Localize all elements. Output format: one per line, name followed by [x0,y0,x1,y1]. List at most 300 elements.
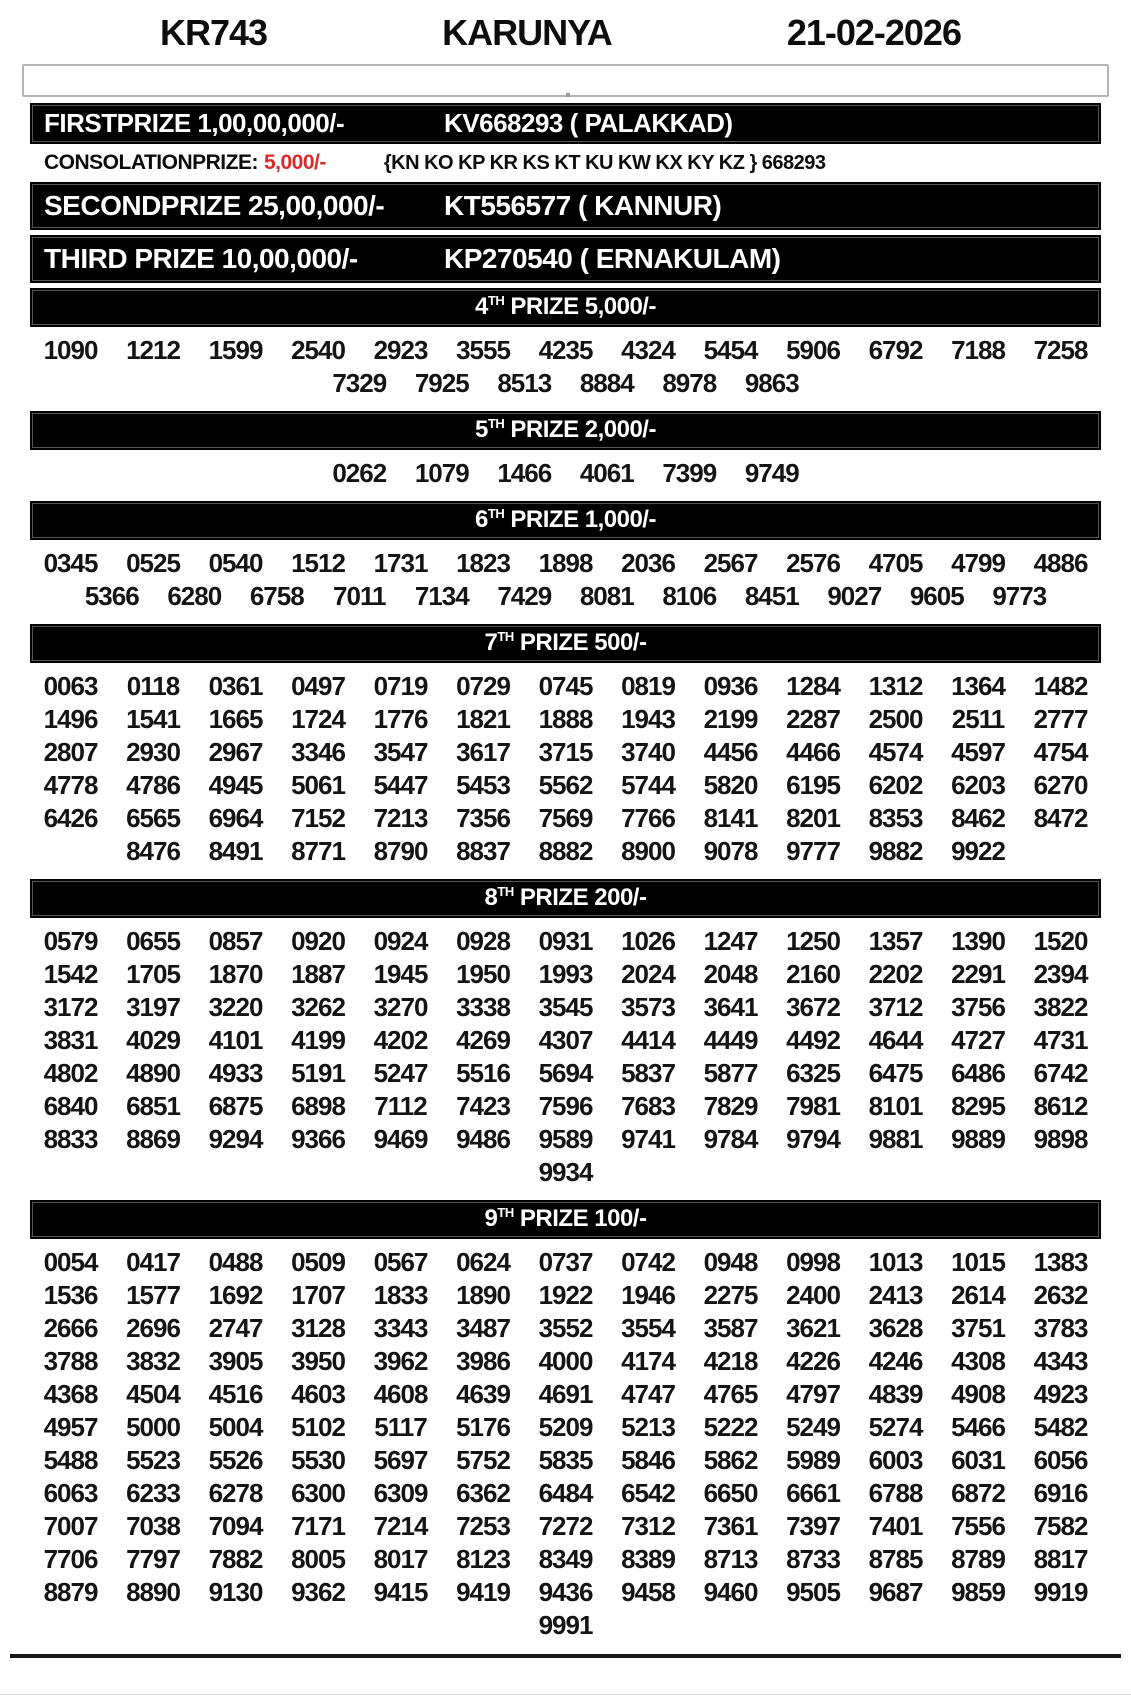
prize-number: 1250 [786,926,840,956]
prize-number: 9741 [621,1124,675,1154]
prize-number: 7797 [126,1544,180,1574]
prize-number: 0624 [456,1247,510,1277]
prize-number: 8389 [621,1544,675,1574]
prize-number: 4516 [208,1379,263,1409]
prize-number: 3628 [868,1313,923,1343]
prize-number: 7134 [414,581,469,611]
prize-number: 8451 [744,581,799,611]
prize-number: 9922 [951,836,1005,866]
prize-number: 8513 [497,368,552,398]
prize-number: 7213 [373,803,428,833]
prize-number: 4705 [868,548,923,578]
prize-number: 4492 [786,1025,840,1055]
prize-number: 5516 [456,1058,510,1088]
prize-number: 5694 [538,1058,593,1088]
prize-number: 8295 [951,1091,1005,1121]
prize-number: 7214 [373,1511,428,1541]
prize-number: 5247 [373,1058,428,1088]
prize-number: 2807 [43,737,98,767]
prize-number: 4923 [1033,1379,1088,1409]
prize-number: 9458 [621,1577,675,1607]
number-row [28,1024,1103,1057]
prize-number: 1833 [373,1280,428,1310]
prize-number: 7925 [414,368,469,398]
prize-number: 0819 [621,671,675,701]
prize-number: 1542 [43,959,98,989]
prize-number: 4890 [126,1058,180,1088]
prize-number: 9889 [951,1124,1005,1154]
number-row [28,925,1103,958]
consolation-series: {KN KO KP KR KS KT KU KW KX KY KZ } 668293 [383,152,826,174]
prize-number: 1496 [43,704,98,734]
prize-number: 5249 [786,1412,840,1442]
prize-number: 4343 [1033,1346,1088,1376]
number-row [28,580,1103,613]
prize-number: 8476 [126,836,180,866]
prize-number: 3587 [703,1313,758,1343]
prize-number: 8349 [538,1544,593,1574]
prize-number: 4324 [621,335,675,365]
prize-number: 2576 [786,548,840,578]
prize-number: 2400 [786,1280,840,1310]
prize-number: 8017 [373,1544,428,1574]
third-prize-label: THIRD PRIZE 10,00,000/- [44,243,358,274]
prize-number: 4957 [43,1412,98,1442]
prize-number: 9605 [909,581,964,611]
prize-number: 4691 [538,1379,593,1409]
prize-number: 4765 [703,1379,758,1409]
number-row [28,703,1103,736]
number-row [28,457,1103,490]
prize-number: 4226 [786,1346,840,1376]
prize-number: 7981 [786,1091,840,1121]
prize-number: 0497 [291,671,345,701]
prize-number: 5752 [456,1445,510,1475]
prize-number: 7683 [621,1091,675,1121]
prize-number: 3346 [291,737,345,767]
number-row [28,1156,1103,1189]
prize-number: 4802 [43,1058,98,1088]
prize-number: 8900 [621,836,675,866]
third-prize-winner: KP270540 ( ERNAKULAM) [444,243,781,274]
prize-number: 7399 [662,458,717,488]
prize-number: 8462 [951,803,1005,833]
prize-number: 1541 [126,704,180,734]
prize-number: 6851 [126,1091,180,1121]
prize-number: 8081 [579,581,634,611]
prize-number: 4269 [456,1025,510,1055]
prize-number: 5877 [703,1058,758,1088]
consolation-label: CONSOLATIONPRIZE: [44,151,258,174]
prize-number: 4933 [208,1058,263,1088]
prize-number: 1922 [538,1280,593,1310]
prize-number: 7556 [951,1511,1005,1541]
tier-numbers-6th-prize [0,545,1131,619]
prize-number: 6661 [786,1478,840,1508]
prize-number: 6233 [126,1478,180,1508]
prize-number: 7152 [291,803,345,833]
prize-number: 3573 [621,992,675,1022]
prize-number: 8106 [662,581,717,611]
prize-number: 4202 [373,1025,428,1055]
prize-number: 5820 [703,770,758,800]
prize-number: 1946 [621,1280,675,1310]
prize-number: 4368 [43,1379,98,1409]
tier-numbers-5th-prize [0,455,1131,496]
number-row [28,1411,1103,1444]
prize-number: 2923 [373,335,428,365]
number-row [28,835,1103,868]
prize-number: 4246 [868,1346,923,1376]
prize-number: 6202 [868,770,923,800]
prize-number: 7429 [497,581,552,611]
prize-number: 5222 [703,1412,758,1442]
number-row [28,670,1103,703]
number-row [28,769,1103,802]
prize-number: 7361 [703,1511,758,1541]
prize-number: 4235 [538,335,593,365]
prize-number: 2747 [208,1313,263,1343]
prize-number: 6964 [208,803,263,833]
prize-number: 4000 [538,1346,593,1376]
tier-header-4th-prize: 4TH PRIZE 5,000/- [30,288,1101,327]
number-row [28,1576,1103,1609]
prize-number: 2413 [868,1280,923,1310]
prize-number: 9130 [208,1577,263,1607]
prize-number: 5846 [621,1445,675,1475]
prize-number: 5488 [43,1445,98,1475]
prize-number: 3832 [126,1346,180,1376]
prize-number: 4839 [868,1379,923,1409]
prize-number: 8005 [291,1544,345,1574]
prize-number: 0509 [291,1247,345,1277]
prize-number: 5102 [291,1412,345,1442]
prize-number: 4754 [1033,737,1088,767]
prize-number: 9777 [786,836,840,866]
prize-number: 5526 [208,1445,263,1475]
prize-number: 6003 [868,1445,923,1475]
prize-number: 5453 [456,770,510,800]
prize-number: 0719 [373,671,428,701]
prize-number: 6872 [951,1478,1005,1508]
prize-number: 1520 [1033,926,1088,956]
prize-number: 7112 [374,1091,427,1121]
prize-number: 7423 [456,1091,510,1121]
prize-number: 1536 [43,1280,98,1310]
number-row [28,1312,1103,1345]
prize-number: 9794 [786,1124,840,1154]
prize-number: 9078 [703,836,758,866]
prize-number: 6280 [167,581,222,611]
number-row [28,958,1103,991]
prize-number: 1026 [621,926,675,956]
prize-number: 1705 [126,959,180,989]
prize-number: 6325 [786,1058,840,1088]
third-prize-bar [30,235,1101,283]
prize-number: 0579 [43,926,98,956]
prize-number: 3831 [43,1025,98,1055]
prize-number: 7094 [208,1511,263,1541]
prize-number: 9882 [868,836,923,866]
prize-number: 2275 [703,1280,758,1310]
prize-number: 5213 [621,1412,675,1442]
prize-number: 9898 [1033,1124,1088,1154]
prize-number: 3740 [621,737,675,767]
prize-number: 1890 [456,1280,510,1310]
prize-number: 7401 [868,1511,923,1541]
prize-number: 0737 [538,1247,593,1277]
prize-number: 3220 [208,992,263,1022]
prize-number: 0931 [538,926,593,956]
prize-number: 2930 [126,737,180,767]
prize-number: 7188 [951,335,1005,365]
prize-number: 6788 [868,1478,923,1508]
prize-number: 5835 [538,1445,593,1475]
prize-number: 1821 [456,704,510,734]
prize-number: 5176 [456,1412,510,1442]
prize-number: 4449 [703,1025,758,1055]
number-row [28,547,1103,580]
prize-number: 9486 [456,1124,510,1154]
prize-number: 6916 [1033,1478,1088,1508]
prize-number: 4778 [43,770,98,800]
prize-number: 1887 [291,959,345,989]
prize-number: 8837 [456,836,510,866]
prize-number: 1312 [868,671,923,701]
prize-number: 3552 [538,1313,593,1343]
prize-number: 6484 [538,1478,593,1508]
prize-number: 9505 [786,1577,840,1607]
prize-number: 8472 [1033,803,1088,833]
prize-number: 2394 [1033,959,1088,989]
tier-numbers-4th-prize [0,332,1131,406]
prize-number: 3343 [373,1313,428,1343]
prize-number: 3641 [703,992,758,1022]
prize-number: 4218 [703,1346,758,1376]
prize-number: 8612 [1033,1091,1088,1121]
prize-number: 3617 [456,737,510,767]
prize-number: 5697 [373,1445,428,1475]
prize-number: 9366 [291,1124,345,1154]
second-prize-winner: KT556577 ( KANNUR) [444,190,722,221]
prize-number: 0655 [126,926,180,956]
prize-number: 3751 [951,1313,1005,1343]
prize-number: 1390 [951,926,1005,956]
prize-number: 5562 [538,770,593,800]
prize-number: 3756 [951,992,1005,1022]
prize-number: 4603 [291,1379,345,1409]
prize-number: 2199 [703,704,758,734]
prize-number: 7706 [43,1544,98,1574]
number-row [28,1123,1103,1156]
prize-number: 9919 [1033,1577,1088,1607]
prize-number: 7582 [1033,1511,1088,1541]
prize-number: 6898 [291,1091,345,1121]
prize-number: 3172 [43,992,98,1022]
draw-code: KR743 [160,12,268,53]
prize-number: 4797 [786,1379,840,1409]
prize-number: 8713 [703,1544,758,1574]
prize-number: 4504 [126,1379,180,1409]
prize-number: 6875 [208,1091,263,1121]
prize-number: 8491 [208,836,263,866]
prize-number: 1776 [373,704,428,734]
prize-number: 8882 [538,836,593,866]
prize-number: 3554 [621,1313,675,1343]
prize-number: 2024 [621,959,675,989]
prize-number: 6195 [786,770,840,800]
prize-number: 3788 [43,1346,98,1376]
prize-number: 1247 [703,926,758,956]
prize-number: 1212 [126,335,180,365]
prize-number: 3197 [126,992,180,1022]
number-row [28,991,1103,1024]
prize-number: 9991 [538,1610,593,1640]
prize-number: 5004 [208,1412,263,1442]
prize-number: 1993 [538,959,593,989]
prize-number: 3270 [373,992,428,1022]
prize-number: 6486 [951,1058,1005,1088]
prize-number: 6758 [249,581,304,611]
prize-number: 3547 [373,737,428,767]
prize-number: 2777 [1033,704,1088,734]
prize-number: 8833 [43,1124,98,1154]
prize-number: 1731 [373,548,428,578]
prize-number: 4886 [1033,548,1088,578]
search-input[interactable] [22,64,1109,97]
prize-number: 1013 [868,1247,923,1277]
prize-number: 2614 [951,1280,1005,1310]
prize-number: 4727 [951,1025,1005,1055]
prize-number: 3950 [291,1346,345,1376]
prize-number: 0118 [126,671,180,701]
prize-number: 3555 [456,335,510,365]
tier-header-7th-prize: 7TH PRIZE 500/- [30,624,1101,663]
prize-number: 1466 [497,458,552,488]
prize-number: 9863 [744,368,799,398]
prize-number: 5061 [291,770,345,800]
prize-number: 5366 [84,581,139,611]
prize-number: 1888 [538,704,593,734]
number-row [28,1543,1103,1576]
prize-number: 7397 [786,1511,840,1541]
prize-number: 9881 [868,1124,923,1154]
prize-number: 8785 [868,1544,923,1574]
tier-header-5th-prize: 5TH PRIZE 2,000/- [30,411,1101,450]
prize-number: 3715 [538,737,593,767]
first-prize-winner: KV668293 ( PALAKKAD) [444,108,733,138]
prize-number: 2666 [43,1313,98,1343]
prize-number: 1599 [208,335,263,365]
prize-number: 9415 [373,1577,428,1607]
prize-number: 3712 [868,992,923,1022]
prize-number: 5482 [1033,1412,1088,1442]
prize-number: 7312 [621,1511,675,1541]
prize-number: 0361 [208,671,263,701]
prize-number: 7882 [208,1544,263,1574]
prize-number: 0998 [786,1247,840,1277]
prize-number: 4608 [373,1379,428,1409]
prize-number: 8884 [579,368,634,398]
prize-number: 0540 [208,548,263,578]
prize-number: 2160 [786,959,840,989]
consolation-amount: 5,000/- [263,151,326,174]
prize-number: 8141 [703,803,758,833]
prize-number: 3262 [291,992,345,1022]
prize-number: 3672 [786,992,840,1022]
prize-number: 3487 [456,1313,510,1343]
prize-number: 4456 [703,737,758,767]
prize-number: 6056 [1033,1445,1088,1475]
prize-number: 1823 [456,548,510,578]
prize-number: 5862 [703,1445,758,1475]
prize-number: 0488 [208,1247,263,1277]
prize-number: 6270 [1033,770,1088,800]
number-row [28,1477,1103,1510]
prize-number: 1870 [208,959,263,989]
prize-number: 8353 [868,803,923,833]
prize-number: 1945 [373,959,428,989]
prize-number: 4466 [786,737,840,767]
prize-number: 6278 [208,1478,263,1508]
prize-number: 4307 [538,1025,593,1055]
prize-number: 1079 [414,458,469,488]
prize-number: 0262 [332,458,387,488]
prize-number: 6792 [868,335,923,365]
prize-number: 4799 [951,548,1005,578]
prize-number: 8201 [786,803,840,833]
prize-number: 0345 [43,548,98,578]
prize-number: 1482 [1033,671,1088,701]
prize-number: 0063 [43,671,98,701]
prize-tiers [0,288,1131,1648]
number-row [28,1345,1103,1378]
prize-number: 9749 [744,458,799,488]
prize-number: 7258 [1033,335,1088,365]
prize-number: 4414 [621,1025,675,1055]
tier-header-6th-prize: 6TH PRIZE 1,000/- [30,501,1101,540]
prize-number: 0920 [291,926,345,956]
prize-number: 7011 [333,581,386,611]
prize-number: 4101 [208,1025,263,1055]
tier-numbers-7th-prize [0,668,1131,874]
prize-number: 6475 [868,1058,923,1088]
prize-number: 0745 [538,671,593,701]
prize-number: 5447 [373,770,428,800]
prize-number: 6362 [456,1478,510,1508]
prize-number: 2567 [703,548,758,578]
prize-number: 4308 [951,1346,1005,1376]
prize-number: 1015 [951,1247,1005,1277]
prize-number: 0857 [208,926,263,956]
prize-number: 3783 [1033,1313,1088,1343]
prize-number: 9436 [538,1577,593,1607]
number-row [28,334,1103,367]
second-prize-label: SECONDPRIZE 25,00,000/- [44,190,385,221]
prize-number: 1665 [208,704,263,734]
prize-number: 4174 [621,1346,675,1376]
prize-number: 2202 [868,959,923,989]
prize-number: 5454 [703,335,758,365]
number-row [28,1510,1103,1543]
prize-number: 0567 [373,1247,428,1277]
prize-number: 5989 [786,1445,840,1475]
prize-number: 3338 [456,992,510,1022]
first-prize-bar [30,103,1101,144]
prize-number: 0928 [456,926,510,956]
prize-number: 2287 [786,704,840,734]
prize-number: 1383 [1033,1247,1088,1277]
